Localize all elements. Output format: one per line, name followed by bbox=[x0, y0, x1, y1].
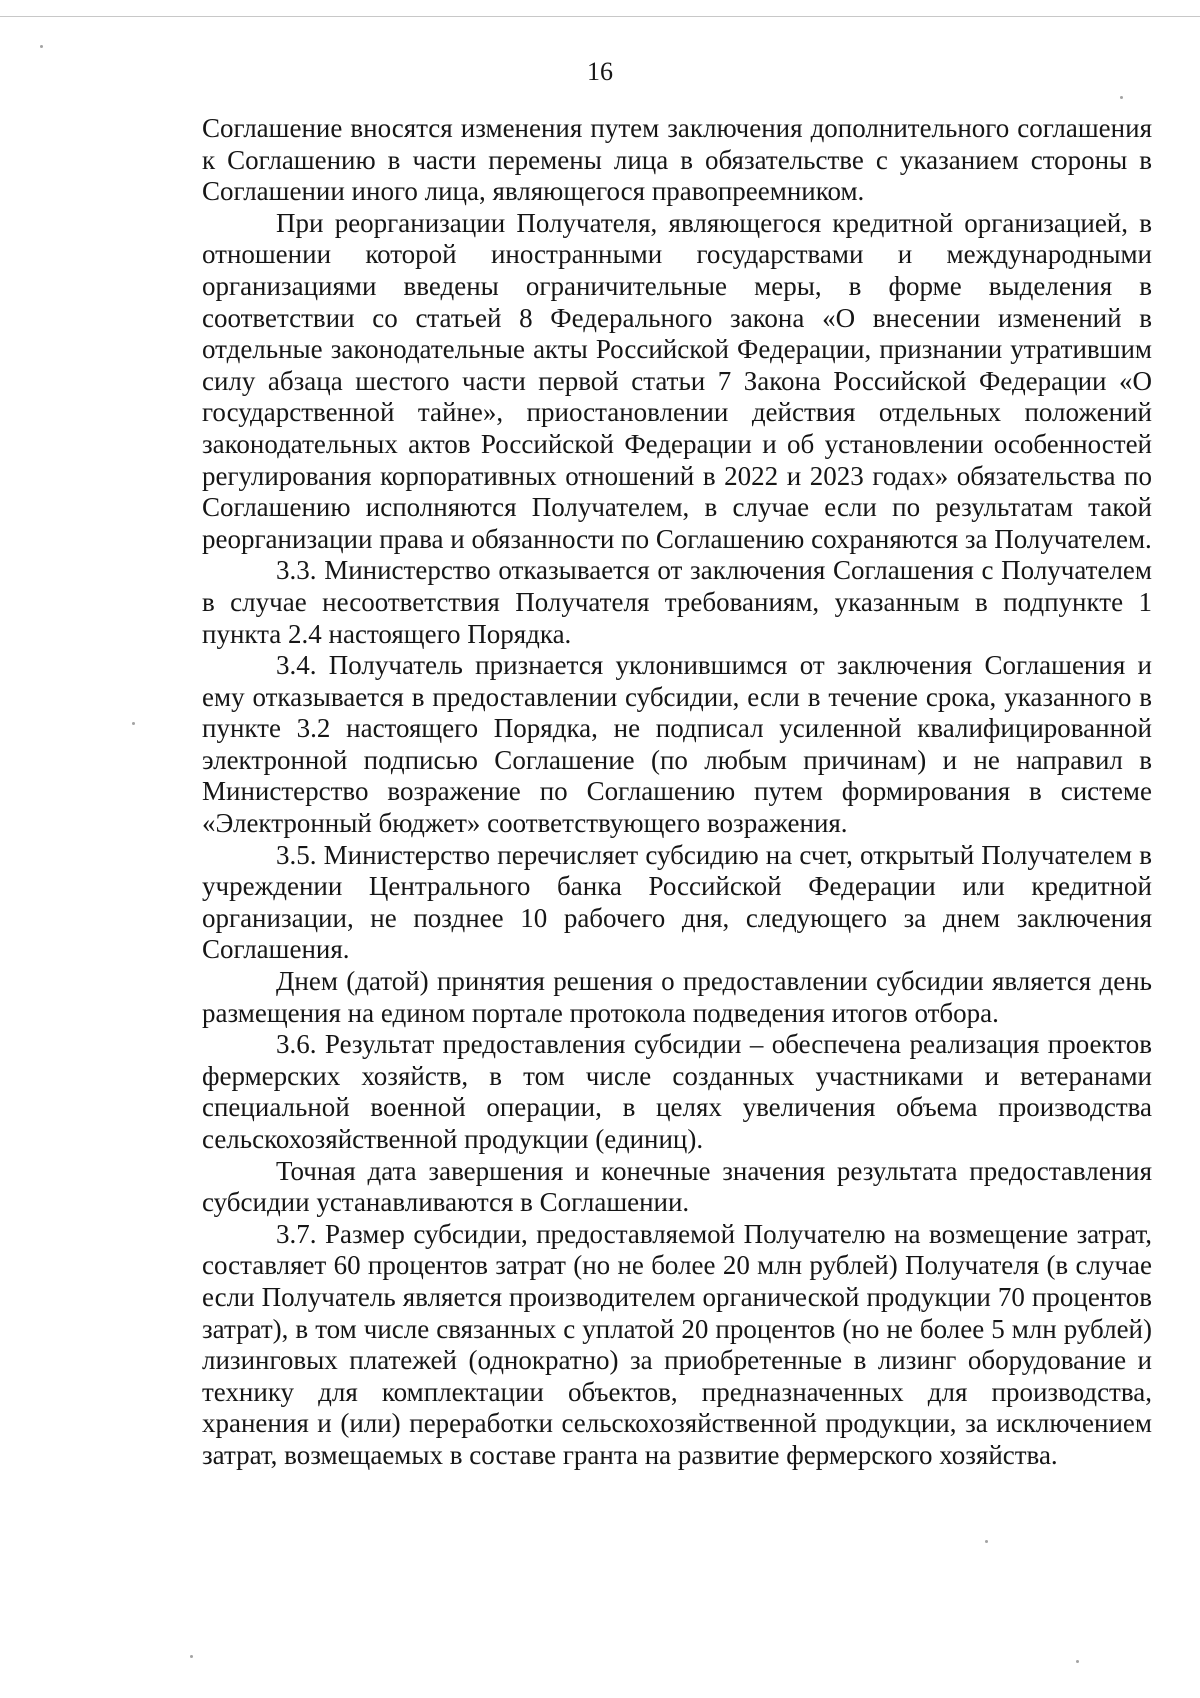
scan-speck bbox=[1076, 1660, 1079, 1663]
paragraph-3-4: 3.4. Получатель признается уклонившимся от заключения Соглашения и ему отказывается в предоставлении субсидии, если в течение срока, указанного в пункте 3.2 настоящего Порядка, не подписал усиленной квалифицированной электронной подписью Соглашение (по любым причинам) и не направил в Министерство возражение по Соглашению путем формирования в системе «Электронный бюджет» соответствующего возражения. bbox=[202, 650, 1152, 839]
scan-speck bbox=[132, 722, 135, 725]
scan-speck bbox=[1120, 96, 1123, 99]
scan-speck bbox=[190, 1655, 193, 1658]
scan-border-line bbox=[0, 16, 1200, 17]
paragraph-reorganization: При реорганизации Получателя, являющегося кредитной организацией, в отношении которой иностранными государствами и международными организациями введены ограничительные меры, в форме выделения в соответствии со статьей 8 Федерального закона «О внесении изменений в отдельные законодательные акты Российской Федерации, признании утратившим силу абзаца шестого части первой статьи 7 Закона Российской Федерации «О государственной тайне», приостановлении действия отдельных положений законодательных актов Российской Федерации и об установлении особенностей регулирования корпоративных отношений в 2022 и 2023 годах» обязательства по Соглашению исполняются Получателем, в случае если по результатам такой реорганизации права и обязанности по Соглашению сохраняются за Получателем. bbox=[202, 207, 1152, 554]
paragraph-continuation: Соглашение вносятся изменения путем заключения дополнительного соглашения к Соглашению в части перемены лица в обязательстве с указанием стороны в Соглашении иного лица, являющегося правопреемником. bbox=[202, 113, 1152, 207]
paragraph-result-values: Точная дата завершения и конечные значения результата предоставления субсидии устанавливаются в Соглашении. bbox=[202, 1155, 1152, 1218]
paragraph-3-6: 3.6. Результат предоставления субсидии – обеспечена реализация проектов фермерских хозяйств, в том числе созданных участниками и ветеранами специальной военной операции, в целях увеличения объема производства сельскохозяйственной продукции (единиц). bbox=[202, 1029, 1152, 1154]
page-number: 16 bbox=[587, 57, 613, 86]
document-body bbox=[202, 113, 1152, 1472]
scan-speck bbox=[40, 45, 43, 48]
paragraph-decision-date: Днем (датой) принятия решения о предоставлении субсидии является день размещения на едином портале протокола подведения итогов отбора. bbox=[202, 966, 1152, 1028]
scan-speck bbox=[985, 1540, 988, 1543]
paragraph-3-5: 3.5. Министерство перечисляет субсидию на счет, открытый Получателем в учреждении Центрального банка Российской Федерации или кредитной организации, не позднее 10 рабочего дня, следующего за днем заключения Соглашения. bbox=[202, 839, 1152, 965]
paragraph-3-3: 3.3. Министерство отказывается от заключения Соглашения с Получателем в случае несоответствия Получателя требованиям, указанным в подпункте 1 пункта 2.4 настоящего Порядка. bbox=[202, 555, 1152, 649]
paragraph-3-7: 3.7. Размер субсидии, предоставляемой Получателю на возмещение затрат, составляет 60 процентов затрат (но не более 20 млн рублей) Получателя (в случае если Получатель является производителем органической продукции 70 процентов затрат), в том числе связанных с уплатой 20 процентов (но не более 5 млн рублей) лизинговых платежей (однократно) за приобретенные в лизинг оборудование и технику для комплектации объектов, предназначенных для производства, хранения и (или) переработки сельскохозяйственной продукции, за исключением затрат, возмещаемых в составе гранта на развитие фермерского хозяйства. bbox=[202, 1218, 1152, 1470]
